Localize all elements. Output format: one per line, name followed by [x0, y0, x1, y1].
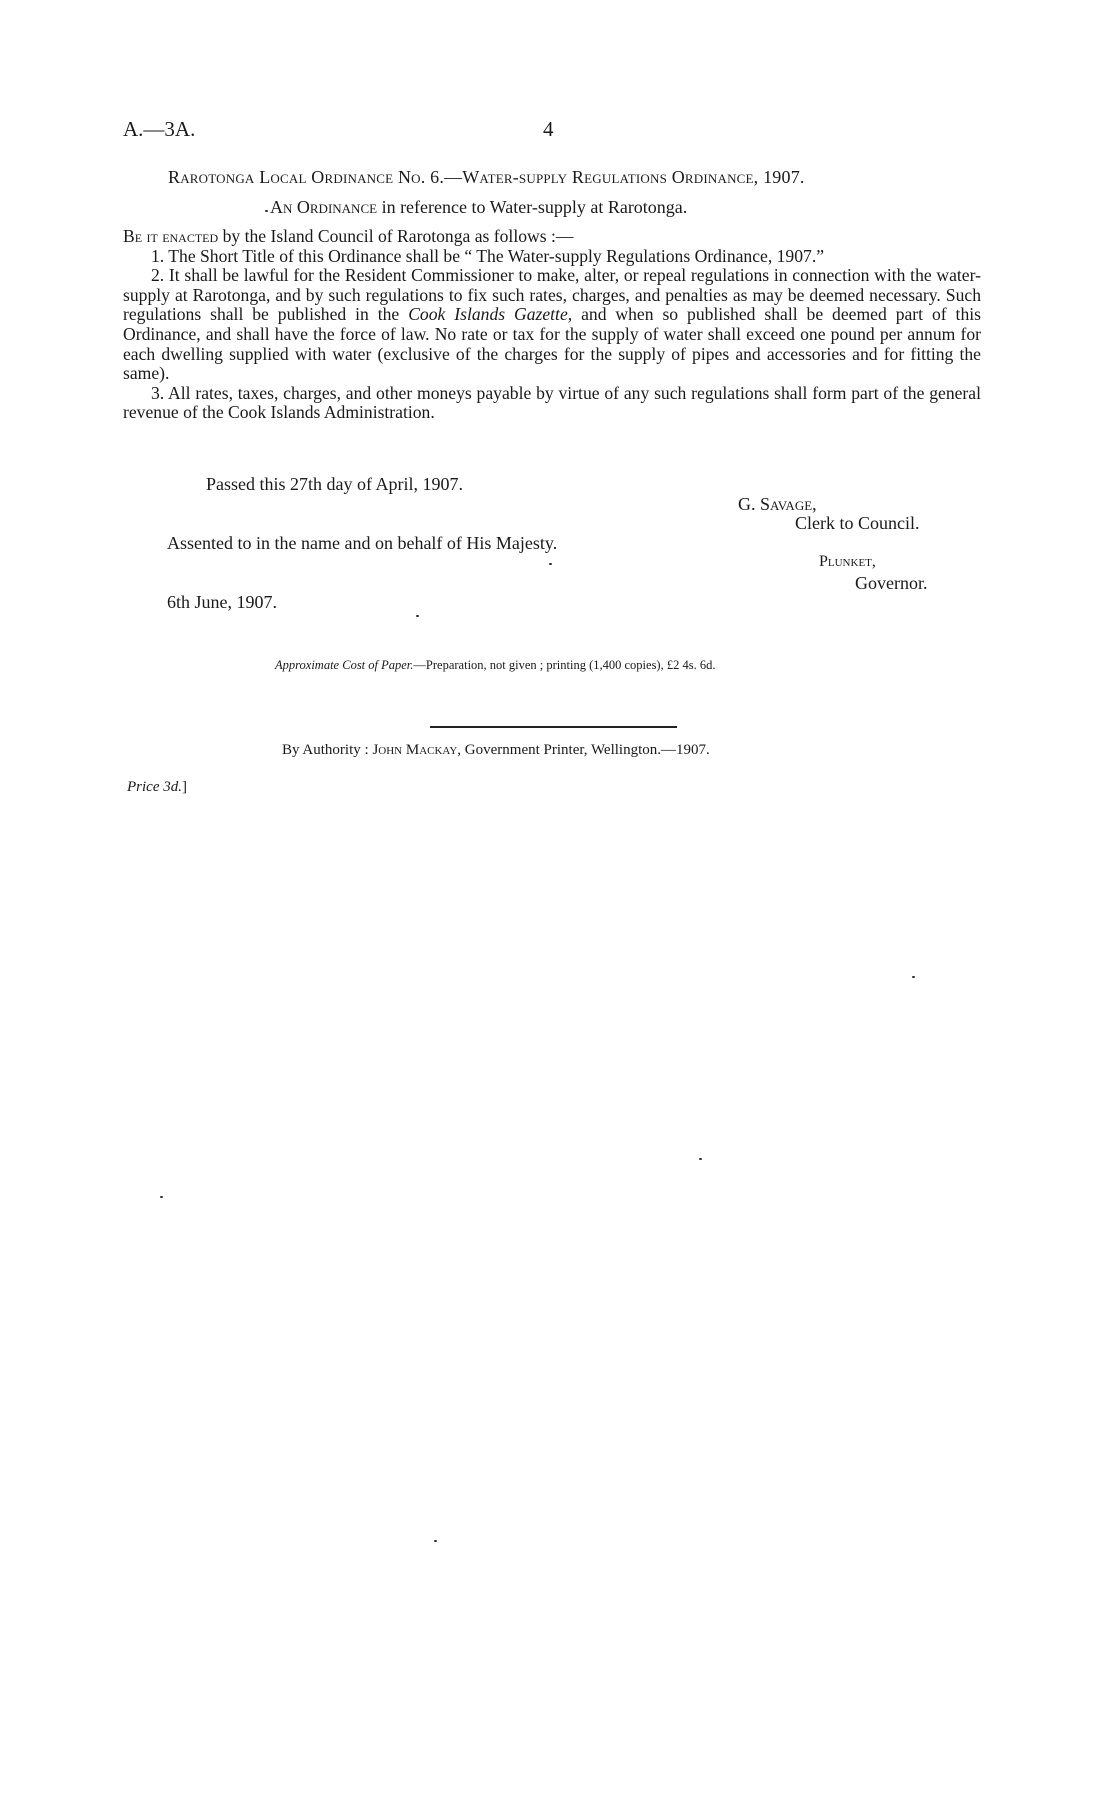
printer-name: John Mackay, [372, 742, 462, 758]
assent-date: 6th June, 1907. [167, 592, 277, 612]
price [127, 779, 187, 796]
enacting-text: by the Island Council of Rarotonga as follows :— [222, 226, 574, 246]
print-speck [434, 1540, 437, 1542]
print-speck [265, 210, 268, 212]
ordinance-subheading [270, 197, 687, 218]
subheading-text: in reference to Water-supply at Rarotonga. [381, 197, 688, 217]
clerk-title: Clerk to Council. [795, 513, 920, 533]
clause-2 [123, 266, 981, 384]
clerk-signature [738, 494, 817, 515]
authority-prefix: By Authority : [282, 742, 369, 758]
authority-suffix: Government Printer, Wellington.—1907. [464, 742, 710, 758]
ordinance-body [123, 227, 981, 423]
enacting-clause [123, 227, 981, 247]
cost-label: Approximate Cost of Paper. [275, 658, 414, 672]
clause-2-part-a: 2. It shall be lawful for the Resident Commissioner to make, alter, or repeal regulations in connection with the water-supply at Rarotonga, and by such regulations to fix such rates, charges, and penalties as may be deemed necessary. Such regulations shall be published in the [123, 265, 981, 325]
clause-2-part-b: and when so published shall be deemed part of this Ordinance, and shall have the force of law. No rate or tax for the supply of water shall exceed one pound per annum for each dwelling supplied with water (exclusive of the charges for the supply of pipes and accessories and for fitting the same). [123, 304, 981, 384]
print-speck [160, 1196, 163, 1198]
printer-authority [282, 742, 710, 759]
print-speck [416, 615, 419, 617]
print-speck [912, 976, 915, 978]
page-number: 4 [543, 117, 554, 141]
assent-statement: Assented to in the name and on behalf of His Majesty. [167, 533, 558, 553]
clerk-surname: Savage, [760, 494, 817, 514]
heading-title: Rarotonga Local Ordinance No. 6.—Water-supply Regulations Ordinance, [168, 167, 759, 187]
governor-signature: Plunket, [819, 553, 876, 570]
subheading-label: An Ordinance [270, 197, 378, 217]
clerk-initial: G. [738, 494, 756, 514]
footer-rule [430, 726, 677, 728]
page-reference: A.—3A. [123, 117, 196, 141]
price-label: Price 3d. [127, 779, 182, 795]
clause-2-gazette: Cook Islands Gazette, [408, 304, 573, 325]
enacting-label: Be it enacted [123, 226, 219, 246]
cost-text: —Preparation, not given ; printing (1,400 copies), £2 4s. 6d. [413, 658, 716, 672]
print-speck [549, 563, 552, 565]
price-bracket: ] [181, 779, 187, 795]
passed-date: Passed this 27th day of April, 1907. [206, 474, 463, 494]
print-speck [699, 1158, 702, 1160]
cost-of-paper [275, 658, 715, 673]
ordinance-heading [168, 167, 805, 188]
clause-1: 1. The Short Title of this Ordinance shall be “ The Water-supply Regulations Ordinance, 1907.” [151, 245, 825, 266]
governor-title: Governor. [855, 573, 928, 593]
heading-year: 1907. [763, 167, 805, 187]
clause-3: 3. All rates, taxes, charges, and other moneys payable by virtue of any such regulations shall form part of the general revenue of the Cook Islands Administration. [123, 382, 981, 423]
